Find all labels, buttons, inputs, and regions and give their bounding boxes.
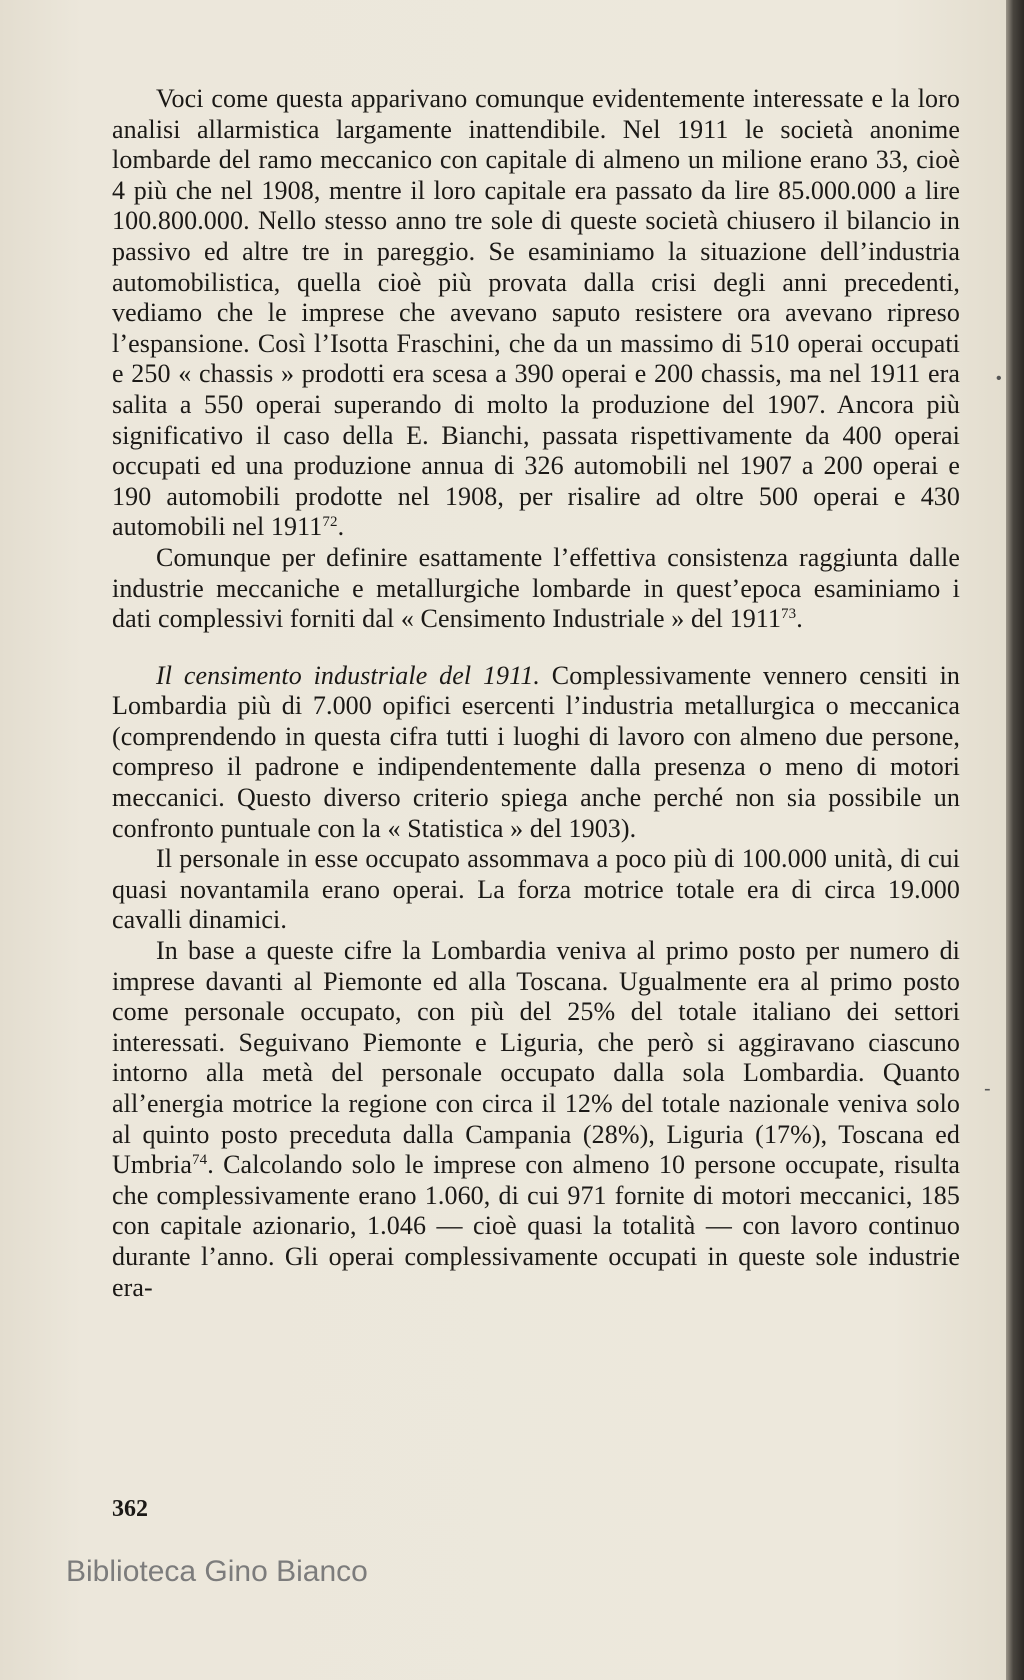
paragraph-text: In base a queste cifre la Lombardia veniva al primo posto per numero di imprese davanti al Piemonte ed alla Toscana. Ugualmente era al primo posto come personale occupato, con più del 25% del totale italiano dei settori interessati. Seguivano Piemonte e Liguria, che però si aggiravano ciascuno intorno alla metà del personale occupato dalla sola Lombardia. Quanto all’energia motrice la regione con circa il 12% del totale nazionale veniva solo al quinto posto preceduta dalla Campania (28%), Liguria (17%), Toscana ed Umbria (112, 936, 960, 1180)
footnote-reference: 74 (192, 1152, 208, 1169)
body-text (112, 84, 960, 1303)
paragraph (112, 661, 960, 845)
paragraph-text: Comunque per definire esattamente l’effettiva consistenza raggiunta dalle industrie meccaniche e metallurgiche lombarde in quest’epoca esaminiamo i dati complessivi forniti dal « Censimento Industriale » del 1911 (112, 542, 960, 634)
paragraph (112, 936, 960, 1303)
margin-dot-mark: • (996, 370, 1002, 387)
footnote-reference: 72 (322, 514, 338, 531)
paragraph (112, 543, 960, 635)
page-edge-shadow (1006, 0, 1024, 1680)
footnote-reference: 73 (781, 606, 797, 623)
paragraph-text: . (337, 512, 345, 542)
section-title: Il censimento industriale del 1911. (156, 660, 541, 690)
paragraph-text: Il personale in esse occupato assommava a poco più di 100.000 unità, di cui quasi novantamila erano operai. La forza motrice totale era di circa 19.000 cavalli dinamici. (112, 844, 960, 935)
paragraph-text: Complessivamente vennero censiti in Lombardia più di 7.000 opifici esercenti l’industria metallurgica o meccanica (comprendendo in questa cifra tutti i luoghi di lavoro con almeno due persone, compreso il padrone e indipendentemente dalla presenza o meno di motori meccanici. Questo diverso criterio spiega anche perché non sia possibile un confronto puntuale con la « Statistica » del 1903). (112, 660, 960, 843)
paragraph (112, 844, 960, 936)
paragraph (112, 84, 960, 543)
paragraph-text: Voci come questa apparivano comunque evidentemente interessate e la loro analisi allarmistica largamente inattendibile. Nel 1911 le società anonime lombarde del ramo meccanico con capitale di almeno un milione erano 33, cioè 4 più che nel 1908, mentre il loro capitale era passato da lire 85.000.000 a lire 100.800.000. Nello stesso anno tre sole di queste società chiusero il bilancio in passivo ed altre tre in pareggio. Se esaminiamo la situazione dell’industria automobilistica, quella cioè più provata dalla crisi degli anni precedenti, vediamo che le imprese che avevano saputo resistere ora avevano ripreso l’espansione. Così l’Isotta Fraschini, che da un massimo di 510 operai occupati e 250 « chassis » prodotti era scesa a 390 operai e 200 chassis, ma nel 1911 era salita a 550 operai superando di molto la produzione del 1907. Ancora più significativo il caso della E. Bianchi, passata rispettivamente da 400 operai occupati ed una produzione annua di 326 automobili nel 1907 a 200 operai e 190 automobili prodotte nel 1908, per risalire ad oltre 500 operai e 430 automobili nel 1911 (112, 84, 960, 542)
paragraph-text: . (796, 604, 803, 634)
library-watermark: Biblioteca Gino Bianco (66, 1555, 368, 1588)
page-number: 362 (112, 1496, 148, 1522)
margin-dash-mark: - (984, 1078, 991, 1100)
paragraph-text: . Calcolando solo le imprese con almeno 10 persone occupate, risulta che complessivamente erano 1.060, di cui 971 fornite di motori meccanici, 185 con capitale azionario, 1.046 — cioè quasi la totalità — con lavoro continuo durante l’anno. Gli operai complessivamente occupati in queste sole industrie era- (112, 1150, 960, 1302)
